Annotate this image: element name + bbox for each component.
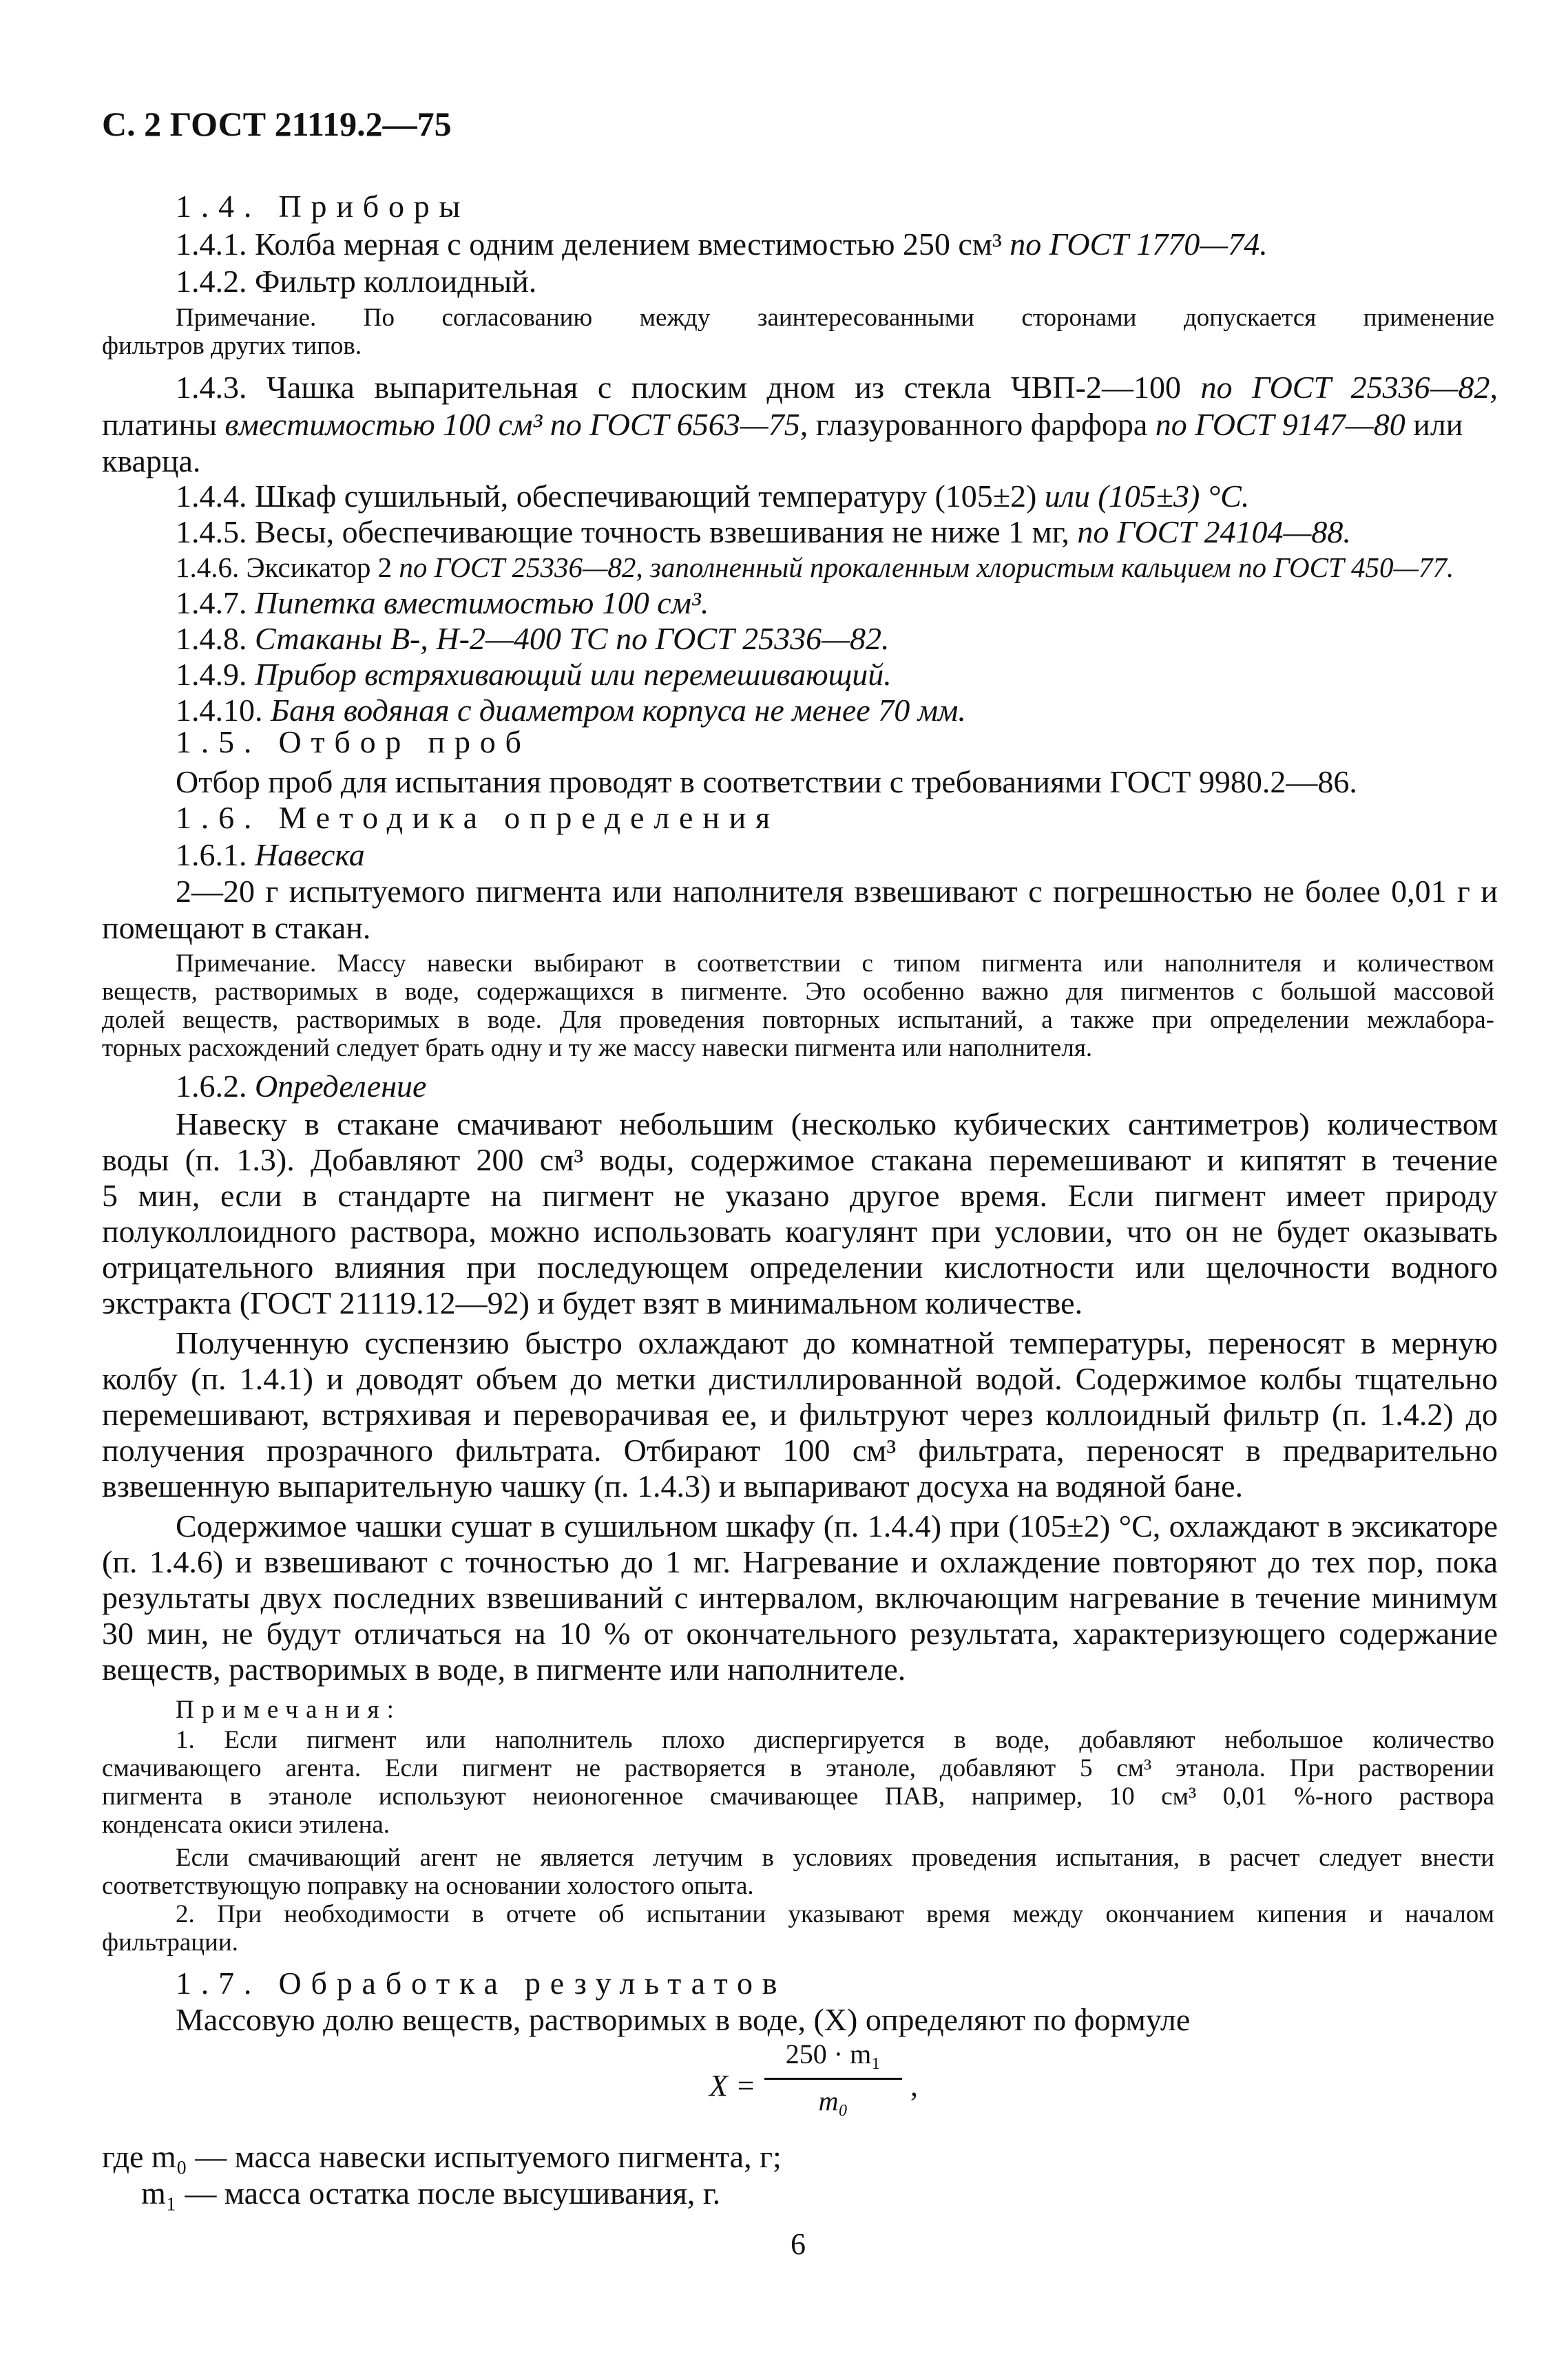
para-3-line-1: Содержимое чашки сушат в сушильном шкафу (п. 1.4.4) при (105±2) °С, охлаждают в эксикаторе bbox=[176, 1508, 1498, 1544]
para-3-line-4: 30 мин, не будут отличаться на 10 % от окончательного результата, характеризующего содержание bbox=[102, 1616, 1498, 1651]
formula-numerator: 250 · m₁ bbox=[785, 2039, 881, 2070]
page-header: С. 2 ГОСТ 21119.2—75 bbox=[102, 105, 452, 143]
item-text: Прибор встряхивающий или перемешивающий. bbox=[255, 657, 892, 692]
item-text: глазурованного фарфора bbox=[808, 407, 1156, 442]
item-1-4-1 bbox=[176, 225, 1268, 264]
section-1-5-heading bbox=[176, 723, 531, 761]
item-1-6-1-text-line-1: 2—20 г испытуемого пигмента или наполнителя взвешивают с погрешностью не более 0,01 г и bbox=[176, 874, 1498, 909]
para-3-line-5: веществ, растворимых в воде, в пигменте или наполнителе. bbox=[102, 1652, 906, 1687]
notes-3-line-1: 1. Если пигмент или наполнитель плохо диспергируется в воде, добавляют небольшое количество bbox=[176, 1726, 1494, 1754]
item-1-6-1-text-line-2: помещают в стакан. bbox=[102, 910, 371, 945]
para-1-line-6: экстракта (ГОСТ 21119.12—92) и будет взят в минимальном количестве. bbox=[102, 1285, 1083, 1320]
item-text: или bbox=[1405, 407, 1463, 442]
page-number: 6 bbox=[791, 2227, 806, 2261]
item-text: 1.4.3. Чашка выпарительная с плоским дном из стекла ЧВП-2—100 bbox=[176, 370, 1201, 405]
para-1-line-2: воды (п. 1.3). Добавляют 200 см³ воды, содержимое стакана перемешивают и кипятят в течение bbox=[102, 1142, 1498, 1177]
item-text: платины bbox=[102, 407, 225, 442]
note-1-line-2: фильтров других типов. bbox=[102, 332, 362, 360]
para-2-line-5: взвешенную выпарительную чашку (п. 1.4.3) и выпаривают досуха на водяной бане. bbox=[102, 1468, 1244, 1504]
item-ref: по ГОСТ 24104—88. bbox=[1077, 514, 1351, 549]
item-ref: по ГОСТ 1770—74. bbox=[1010, 227, 1268, 262]
item-1-4-8 bbox=[176, 620, 890, 658]
item-1-4-6 bbox=[176, 548, 1454, 587]
item-ref: или (105±3) °С. bbox=[1044, 478, 1250, 514]
notes-3-line-2: смачивающего агента. Если пигмент не растворяется в этаноле, добавляют 5 см³ этанола. При растворении bbox=[102, 1754, 1494, 1782]
fraction-bar bbox=[764, 2078, 902, 2080]
item-text: Баня водяная с диаметром корпуса не менее 70 мм. bbox=[271, 693, 966, 728]
para-3-line-2: (п. 1.4.6) и взвешивают с точностью до 1 мг. Нагревание и охлаждение повторяют до тех пор, пока bbox=[102, 1544, 1498, 1579]
item-number: 1.6.2. bbox=[176, 1068, 255, 1104]
para-2-line-4: получения прозрачного фильтрата. Отбирают 100 см³ фильтрата, переносят в предварительно bbox=[102, 1433, 1498, 1468]
item-1-4-5 bbox=[176, 513, 1351, 551]
item-number: 1.4.7. bbox=[176, 585, 255, 620]
item-1-4-2: 1.4.2. Фильтр коллоидный. bbox=[176, 264, 537, 299]
para-1-line-5: отрицательного влияния при последующем определении кислотности или щелочности водного bbox=[102, 1250, 1498, 1285]
item-1-6-1 bbox=[176, 836, 365, 874]
item-1-6-2 bbox=[176, 1067, 426, 1106]
notes-3-line-7: 2. При необходимости в отчете об испытании указывают время между окончанием кипения и началом bbox=[176, 1900, 1494, 1928]
item-1-4-7 bbox=[176, 584, 709, 622]
note-1-line-1: Примечание. По согласованию между заинтересованными сторонами допускается применение bbox=[176, 304, 1494, 332]
item-1-4-9 bbox=[176, 655, 892, 694]
note-2-line-3: долей веществ, растворимых в воде. Для проведения повторных испытаний, а также при определении межлабора- bbox=[102, 1006, 1494, 1034]
formula-denominator: m₀ bbox=[818, 2085, 848, 2116]
note-2-line-4: торных расхождений следует брать одну и ту же массу навески пигмента или наполнителя. bbox=[102, 1034, 1093, 1062]
item-1-4-4 bbox=[176, 477, 1249, 516]
note-2-line-1: Примечание. Массу навески выбирают в соответствии с типом пигмента или наполнителя и количеством bbox=[176, 949, 1494, 978]
item-ref: вместимостью 100 см³ по ГОСТ 6563—75, bbox=[224, 407, 808, 442]
section-1-7-heading bbox=[176, 1964, 786, 2003]
para-1-line-4: полуколлоидного раствора, можно использовать коагулянт при условии, что он не будет оказывать bbox=[102, 1214, 1498, 1249]
para-1-line-1: Навеску в стакане смачивают небольшим (несколько кубических сантиметров) количеством bbox=[176, 1106, 1498, 1141]
section-1-5-text: Отбор проб для испытания проводят в соответствии с требованиями ГОСТ 9980.2—86. bbox=[176, 764, 1357, 799]
item-text: Определение bbox=[255, 1068, 427, 1104]
section-title: 1.6. Методика определения bbox=[176, 800, 780, 835]
item-ref: по ГОСТ 25336—82, заполненный прокаленным хлористым кальцием по ГОСТ 450—77. bbox=[399, 551, 1454, 583]
item-1-4-3-line-1 bbox=[176, 368, 1498, 407]
item-number: 1.4.8. bbox=[176, 621, 255, 656]
notes-title: Примечания: bbox=[176, 1696, 401, 1724]
para-2-line-1: Полученную суспензию быстро охлаждают до комнатной температуры, переносят в мерную bbox=[176, 1325, 1498, 1360]
item-text: Пипетка вместимостью 100 см³. bbox=[255, 585, 709, 620]
para-2-line-3: перемешивают, встряхивая и переворачивая ее, и фильтруют через коллоидный фильтр (п. 1.4.2) до bbox=[102, 1397, 1498, 1432]
item-number: 1.4.10. bbox=[176, 693, 271, 728]
formula bbox=[709, 2038, 937, 2127]
item-number: 1.4.9. bbox=[176, 657, 255, 692]
item-1-4-3-line-3: кварца. bbox=[102, 443, 201, 478]
para-3-line-3: результаты двух последних взвешиваний с интервалом, включающим нагревание в течение минимум bbox=[102, 1580, 1498, 1615]
item-number: 1.6.1. bbox=[176, 837, 255, 872]
notes-3-line-6: соответствующую поправку на основании холостого опыта. bbox=[102, 1872, 754, 1900]
section-1-4-heading bbox=[176, 187, 470, 226]
item-text: Навеска bbox=[255, 837, 365, 872]
item-text: 1.4.4. Шкаф сушильный, обеспечивающий температуру (105±2) bbox=[176, 478, 1045, 514]
where-line-1: где m₀ — масса навески испытуемого пигмента, г; bbox=[102, 2139, 782, 2174]
para-1-line-3: 5 мин, если в стандарте на пигмент не указано другое время. Если пигмент имеет природу bbox=[102, 1178, 1498, 1213]
section-1-6-heading bbox=[176, 799, 780, 837]
section-title: 1.4. Приборы bbox=[176, 189, 470, 224]
section-title: 1.7. Обработка результатов bbox=[176, 1966, 787, 2001]
item-text: 1.4.1. Колба мерная с одним делением вместимостью 250 см³ bbox=[176, 227, 1010, 262]
section-1-7-text: Массовую долю веществ, растворимых в воде, (X) определяют по формуле bbox=[176, 2002, 1191, 2037]
notes-3-line-3: пигмента в этаноле используют неионогенное смачивающее ПАВ, например, 10 см³ 0,01 %-ного раствора bbox=[102, 1782, 1494, 1811]
item-ref: по ГОСТ 25336—82, bbox=[1200, 370, 1498, 405]
item-text: 1.4.6. Эксикатор 2 bbox=[176, 551, 399, 583]
para-2-line-2: колбу (п. 1.4.1) и доводят объем до метки дистиллированной водой. Содержимое колбы тщательно bbox=[102, 1361, 1498, 1396]
notes-3-heading bbox=[176, 1695, 401, 1725]
item-ref: по ГОСТ 9147—80 bbox=[1155, 407, 1405, 442]
item-text: Стаканы В-, Н-2—400 ТС по ГОСТ 25336—82. bbox=[255, 621, 890, 656]
formula-lhs: X = bbox=[709, 2069, 756, 2103]
notes-3-line-5: Если смачивающий агент не является летучим в условиях проведения испытания, в расчет следует внести bbox=[176, 1844, 1494, 1872]
notes-3-line-8: фильтрации. bbox=[102, 1928, 238, 1957]
formula-comma: , bbox=[910, 2069, 918, 2103]
item-text: 1.4.5. Весы, обеспечивающие точность взвешивания не ниже 1 мг, bbox=[176, 514, 1078, 549]
where-line-2: m₁ — масса остатка после высушивания, г. bbox=[141, 2176, 721, 2211]
notes-3-line-4: конденсата окиси этилена. bbox=[102, 1811, 390, 1839]
section-title: 1.5. Отбор проб bbox=[176, 724, 531, 759]
note-2-line-2: веществ, растворимых в воде, содержащихся в пигменте. Это особенно важно для пигментов с большой массовой bbox=[102, 978, 1494, 1006]
item-1-4-3-line-2 bbox=[102, 406, 1463, 444]
